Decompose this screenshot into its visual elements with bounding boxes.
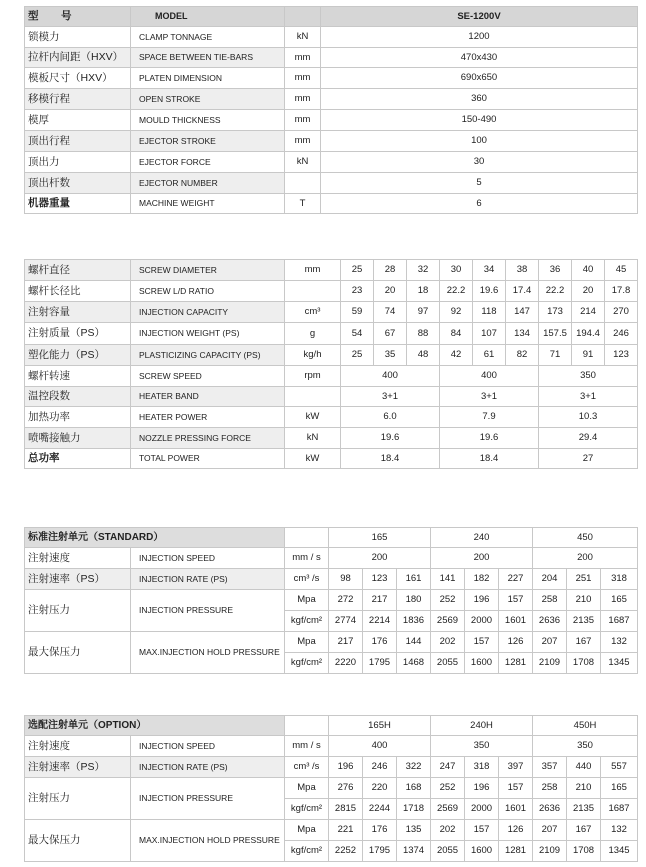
spec-value: 2252 bbox=[329, 841, 363, 862]
spec-row bbox=[25, 194, 638, 214]
spec-unit: cm³ /s bbox=[285, 757, 329, 778]
spec-value: 132 bbox=[601, 820, 638, 841]
spec-row bbox=[25, 302, 638, 323]
spec-value: 1601 bbox=[499, 611, 533, 632]
spec-value: 28 bbox=[374, 260, 407, 281]
spec-label-cn: 锁模力 bbox=[25, 27, 131, 48]
spec-row bbox=[25, 152, 638, 173]
spec-label-en: INJECTION PRESSURE bbox=[131, 590, 285, 632]
spec-value: 45 bbox=[605, 260, 638, 281]
spec-label-cn: 顶出力 bbox=[25, 152, 131, 173]
spec-value: 42 bbox=[440, 345, 473, 366]
spec-value: 322 bbox=[397, 757, 431, 778]
spec-value: 22.2 bbox=[440, 281, 473, 302]
spec-value: 147 bbox=[506, 302, 539, 323]
spec-value: 161 bbox=[397, 569, 431, 590]
spec-label-cn: 注射质量（PS） bbox=[25, 323, 131, 345]
spec-label-en: HEATER BAND bbox=[131, 387, 285, 407]
spec-row bbox=[25, 632, 638, 653]
spec-label-en: CLAMP TONNAGE bbox=[131, 27, 285, 48]
spec-unit: T bbox=[285, 194, 321, 214]
spec-value: 2774 bbox=[329, 611, 363, 632]
spec-value: 690x650 bbox=[321, 68, 638, 89]
spec-value: 18 bbox=[407, 281, 440, 302]
spec-value: 1374 bbox=[397, 841, 431, 862]
spec-value: 210 bbox=[567, 778, 601, 799]
spec-value: 200 bbox=[431, 548, 533, 569]
spec-label-en: MOULD THICKNESS bbox=[131, 110, 285, 131]
spec-label-cn: 注射速率（PS） bbox=[25, 757, 131, 778]
spec-value: 30 bbox=[321, 152, 638, 173]
spec-value: 318 bbox=[601, 569, 638, 590]
spec-value: 1281 bbox=[499, 653, 533, 674]
spec-value: 36 bbox=[539, 260, 572, 281]
spec-label-cn: 加热功率 bbox=[25, 407, 131, 428]
spec-value: 196 bbox=[465, 590, 499, 611]
spec-row bbox=[25, 820, 638, 841]
spec-label-en: EJECTOR NUMBER bbox=[131, 173, 285, 194]
spec-value: 71 bbox=[539, 345, 572, 366]
spec-row bbox=[25, 68, 638, 89]
spec-row bbox=[25, 757, 638, 778]
spec-value: 1718 bbox=[397, 799, 431, 820]
spec-value: 123 bbox=[605, 345, 638, 366]
section-title: 选配注射单元（OPTION） bbox=[25, 716, 285, 736]
spec-label-en: NOZZLE PRESSING FORCE bbox=[131, 428, 285, 449]
spec-unit bbox=[285, 281, 341, 302]
spec-value: 19.6 bbox=[473, 281, 506, 302]
spec-value: 54 bbox=[341, 323, 374, 345]
spec-row bbox=[25, 345, 638, 366]
spec-label-en: EJECTOR FORCE bbox=[131, 152, 285, 173]
spec-row bbox=[25, 428, 638, 449]
spec-row bbox=[25, 48, 638, 68]
spec-value: 210 bbox=[567, 590, 601, 611]
spec-value: 61 bbox=[473, 345, 506, 366]
spec-label-en: MAX.INJECTION HOLD PRESSURE bbox=[131, 632, 285, 674]
spec-value: 1600 bbox=[465, 841, 499, 862]
spec-unit: Mpa bbox=[285, 820, 329, 841]
spec-value: 2109 bbox=[533, 653, 567, 674]
spec-value: 400 bbox=[329, 736, 431, 757]
model-value: SE-1200V bbox=[321, 7, 638, 27]
spec-value: 67 bbox=[374, 323, 407, 345]
spec-value: 3+1 bbox=[539, 387, 638, 407]
spec-value: 88 bbox=[407, 323, 440, 345]
spec-value: 2000 bbox=[465, 799, 499, 820]
spec-value: 17.8 bbox=[605, 281, 638, 302]
unit-size: 165 bbox=[329, 528, 431, 548]
spec-label-cn: 螺杆长径比 bbox=[25, 281, 131, 302]
spec-value: 1600 bbox=[465, 653, 499, 674]
spec-unit: kgf/cm² bbox=[285, 611, 329, 632]
spec-value: 22.2 bbox=[539, 281, 572, 302]
spec-label-en: SCREW L/D RATIO bbox=[131, 281, 285, 302]
spec-row bbox=[25, 173, 638, 194]
spec-label-en: SCREW SPEED bbox=[131, 366, 285, 387]
spec-label-en: TOTAL POWER bbox=[131, 449, 285, 469]
spec-value: 2815 bbox=[329, 799, 363, 820]
spec-value: 35 bbox=[374, 345, 407, 366]
spec-unit: kW bbox=[285, 407, 341, 428]
spec-unit: kN bbox=[285, 428, 341, 449]
spec-value: 25 bbox=[341, 345, 374, 366]
spec-value: 29.4 bbox=[539, 428, 638, 449]
spec-value: 258 bbox=[533, 778, 567, 799]
spec-value: 214 bbox=[572, 302, 605, 323]
spec-row bbox=[25, 260, 638, 281]
spec-value: 40 bbox=[572, 260, 605, 281]
spec-value: 107 bbox=[473, 323, 506, 345]
spec-unit: Mpa bbox=[285, 778, 329, 799]
spec-value: 221 bbox=[329, 820, 363, 841]
spec-value: 84 bbox=[440, 323, 473, 345]
spec-unit: kN bbox=[285, 27, 321, 48]
spec-value: 126 bbox=[499, 820, 533, 841]
spec-value: 126 bbox=[499, 632, 533, 653]
spec-label-en: INJECTION WEIGHT (PS) bbox=[131, 323, 285, 345]
spec-value: 38 bbox=[506, 260, 539, 281]
spec-value: 2000 bbox=[465, 611, 499, 632]
spec-unit: kgf/cm² bbox=[285, 653, 329, 674]
spec-value: 2055 bbox=[431, 841, 465, 862]
spec-value: 5 bbox=[321, 173, 638, 194]
spec-value: 1687 bbox=[601, 799, 638, 820]
spec-value: 7.9 bbox=[440, 407, 539, 428]
spec-value: 10.3 bbox=[539, 407, 638, 428]
spec-value: 168 bbox=[397, 778, 431, 799]
standard-unit-table bbox=[24, 527, 638, 674]
spec-label-cn: 最大保压力 bbox=[25, 632, 131, 674]
spec-unit bbox=[285, 173, 321, 194]
spec-value: 173 bbox=[539, 302, 572, 323]
spec-label-en: SCREW DIAMETER bbox=[131, 260, 285, 281]
spec-label-en: INJECTION CAPACITY bbox=[131, 302, 285, 323]
spec-unit: Mpa bbox=[285, 632, 329, 653]
spec-value: 20 bbox=[374, 281, 407, 302]
spec-label-cn: 顶出杆数 bbox=[25, 173, 131, 194]
spec-value: 350 bbox=[533, 736, 638, 757]
spec-row bbox=[25, 110, 638, 131]
spec-value: 135 bbox=[397, 820, 431, 841]
spec-label-en: HEATER POWER bbox=[131, 407, 285, 428]
spec-value: 1795 bbox=[363, 653, 397, 674]
spec-value: 276 bbox=[329, 778, 363, 799]
spec-value: 1795 bbox=[363, 841, 397, 862]
spec-value: 100 bbox=[321, 131, 638, 152]
spec-unit: kg/h bbox=[285, 345, 341, 366]
spec-value: 32 bbox=[407, 260, 440, 281]
spec-row bbox=[25, 548, 638, 569]
spec-label-en: SPACE BETWEEN TIE-BARS bbox=[131, 48, 285, 68]
spec-row bbox=[25, 736, 638, 757]
spec-unit: Mpa bbox=[285, 590, 329, 611]
unit-size: 240 bbox=[431, 528, 533, 548]
spec-value: 17.4 bbox=[506, 281, 539, 302]
spec-value: 400 bbox=[341, 366, 440, 387]
spec-value: 182 bbox=[465, 569, 499, 590]
spec-value: 82 bbox=[506, 345, 539, 366]
spec-value: 200 bbox=[329, 548, 431, 569]
spec-value: 1836 bbox=[397, 611, 431, 632]
spec-row bbox=[25, 449, 638, 469]
spec-value: 6.0 bbox=[341, 407, 440, 428]
spec-value: 251 bbox=[567, 569, 601, 590]
spec-label-cn: 塑化能力（PS） bbox=[25, 345, 131, 366]
spec-value: 196 bbox=[465, 778, 499, 799]
spec-value: 150-490 bbox=[321, 110, 638, 131]
spec-label-en: PLASTICIZING CAPACITY (PS) bbox=[131, 345, 285, 366]
spec-value: 202 bbox=[431, 820, 465, 841]
spec-row bbox=[25, 407, 638, 428]
spec-value: 19.6 bbox=[341, 428, 440, 449]
section-header-row bbox=[25, 528, 638, 548]
spec-label-en: INJECTION RATE (PS) bbox=[131, 757, 285, 778]
spec-value: 258 bbox=[533, 590, 567, 611]
spec-value: 200 bbox=[533, 548, 638, 569]
spec-label-en: INJECTION SPEED bbox=[131, 548, 285, 569]
spec-unit: kgf/cm² bbox=[285, 799, 329, 820]
option-unit-table bbox=[24, 715, 638, 862]
spec-value: 194.4 bbox=[572, 323, 605, 345]
spec-row bbox=[25, 590, 638, 611]
spec-value: 2214 bbox=[363, 611, 397, 632]
spec-row bbox=[25, 569, 638, 590]
spec-value: 48 bbox=[407, 345, 440, 366]
spec-value: 252 bbox=[431, 778, 465, 799]
spec-label-cn: 注射压力 bbox=[25, 590, 131, 632]
spec-value: 23 bbox=[341, 281, 374, 302]
spec-value: 1468 bbox=[397, 653, 431, 674]
spec-value: 2135 bbox=[567, 799, 601, 820]
spec-value: 157 bbox=[499, 590, 533, 611]
spec-unit: g bbox=[285, 323, 341, 345]
spec-unit: kgf/cm² bbox=[285, 841, 329, 862]
spec-value: 165 bbox=[601, 590, 638, 611]
spec-value: 165 bbox=[601, 778, 638, 799]
spec-value: 2569 bbox=[431, 611, 465, 632]
spec-value: 360 bbox=[321, 89, 638, 110]
spec-unit: kW bbox=[285, 449, 341, 469]
spec-value: 2244 bbox=[363, 799, 397, 820]
spec-label-en: EJECTOR STROKE bbox=[131, 131, 285, 152]
spec-value: 3+1 bbox=[341, 387, 440, 407]
spec-unit: rpm bbox=[285, 366, 341, 387]
spec-value: 132 bbox=[601, 632, 638, 653]
spec-unit: mm bbox=[285, 68, 321, 89]
spec-value: 2135 bbox=[567, 611, 601, 632]
spec-value: 350 bbox=[539, 366, 638, 387]
spec-row bbox=[25, 366, 638, 387]
spec-value: 144 bbox=[397, 632, 431, 653]
spec-label-en: MAX.INJECTION HOLD PRESSURE bbox=[131, 820, 285, 862]
spec-value: 247 bbox=[431, 757, 465, 778]
spec-unit: mm bbox=[285, 131, 321, 152]
spec-value: 227 bbox=[499, 569, 533, 590]
spec-value: 176 bbox=[363, 820, 397, 841]
spec-value: 1708 bbox=[567, 841, 601, 862]
spec-value: 557 bbox=[601, 757, 638, 778]
spec-row bbox=[25, 387, 638, 407]
spec-value: 207 bbox=[533, 820, 567, 841]
spec-label-cn: 移模行程 bbox=[25, 89, 131, 110]
spec-value: 1345 bbox=[601, 653, 638, 674]
spec-value: 157.5 bbox=[539, 323, 572, 345]
spec-label-cn: 机器重量 bbox=[25, 194, 131, 214]
spec-row bbox=[25, 323, 638, 345]
spec-value: 196 bbox=[329, 757, 363, 778]
spec-value: 220 bbox=[363, 778, 397, 799]
spec-label-en: INJECTION SPEED bbox=[131, 736, 285, 757]
spec-value: 167 bbox=[567, 820, 601, 841]
spec-value: 246 bbox=[363, 757, 397, 778]
unit-size: 165H bbox=[329, 716, 431, 736]
model-label-cn: 型 号 bbox=[25, 7, 131, 27]
spec-row bbox=[25, 27, 638, 48]
spec-label-cn: 螺杆直径 bbox=[25, 260, 131, 281]
spec-label-cn: 注射速度 bbox=[25, 548, 131, 569]
spec-value: 34 bbox=[473, 260, 506, 281]
spec-value: 59 bbox=[341, 302, 374, 323]
spec-label-cn: 注射容量 bbox=[25, 302, 131, 323]
spec-label-cn: 注射压力 bbox=[25, 778, 131, 820]
injection-spec-table bbox=[24, 259, 638, 469]
spec-value: 2569 bbox=[431, 799, 465, 820]
general-spec-table bbox=[24, 6, 638, 214]
spec-value: 470x430 bbox=[321, 48, 638, 68]
spec-value: 97 bbox=[407, 302, 440, 323]
spec-value: 207 bbox=[533, 632, 567, 653]
spec-value: 157 bbox=[465, 632, 499, 653]
spec-value: 350 bbox=[431, 736, 533, 757]
spec-value: 252 bbox=[431, 590, 465, 611]
spec-unit: mm bbox=[285, 89, 321, 110]
spec-value: 1345 bbox=[601, 841, 638, 862]
spec-value: 19.6 bbox=[440, 428, 539, 449]
spec-value: 180 bbox=[397, 590, 431, 611]
spec-value: 92 bbox=[440, 302, 473, 323]
spec-label-en: INJECTION PRESSURE bbox=[131, 778, 285, 820]
spec-value: 2636 bbox=[533, 799, 567, 820]
spec-label-en: INJECTION RATE (PS) bbox=[131, 569, 285, 590]
unit-size: 450H bbox=[533, 716, 638, 736]
spec-label-cn: 顶出行程 bbox=[25, 131, 131, 152]
spec-label-cn: 喷嘴接触力 bbox=[25, 428, 131, 449]
spec-value: 217 bbox=[329, 632, 363, 653]
spec-value: 270 bbox=[605, 302, 638, 323]
spec-value: 2055 bbox=[431, 653, 465, 674]
spec-value: 118 bbox=[473, 302, 506, 323]
spec-label-cn: 最大保压力 bbox=[25, 820, 131, 862]
spec-value: 1708 bbox=[567, 653, 601, 674]
spec-value: 246 bbox=[605, 323, 638, 345]
spec-value: 18.4 bbox=[440, 449, 539, 469]
spec-value: 1281 bbox=[499, 841, 533, 862]
spec-unit: cm³ bbox=[285, 302, 341, 323]
spec-label-cn: 螺杆转速 bbox=[25, 366, 131, 387]
spec-unit: mm bbox=[285, 110, 321, 131]
spec-row bbox=[25, 281, 638, 302]
spec-label-cn: 总功率 bbox=[25, 449, 131, 469]
spec-row bbox=[25, 89, 638, 110]
spec-value: 167 bbox=[567, 632, 601, 653]
spec-value: 440 bbox=[567, 757, 601, 778]
spec-label-cn: 模厚 bbox=[25, 110, 131, 131]
spec-value: 30 bbox=[440, 260, 473, 281]
spec-value: 397 bbox=[499, 757, 533, 778]
spec-value: 176 bbox=[363, 632, 397, 653]
section-title: 标准注射单元（STANDARD） bbox=[25, 528, 285, 548]
spec-value: 6 bbox=[321, 194, 638, 214]
spec-label-cn: 模板尺寸（HXV） bbox=[25, 68, 131, 89]
spec-label-cn: 拉杆内间距（HXV） bbox=[25, 48, 131, 68]
spec-row bbox=[25, 131, 638, 152]
unit-size: 240H bbox=[431, 716, 533, 736]
spec-unit bbox=[285, 387, 341, 407]
spec-row bbox=[25, 778, 638, 799]
spec-value: 1687 bbox=[601, 611, 638, 632]
unit-size: 450 bbox=[533, 528, 638, 548]
spec-value: 20 bbox=[572, 281, 605, 302]
spec-value: 204 bbox=[533, 569, 567, 590]
spec-value: 400 bbox=[440, 366, 539, 387]
section-header-row bbox=[25, 716, 638, 736]
spec-value: 217 bbox=[363, 590, 397, 611]
spec-value: 25 bbox=[341, 260, 374, 281]
spec-value: 18.4 bbox=[341, 449, 440, 469]
spec-value: 74 bbox=[374, 302, 407, 323]
spec-value: 157 bbox=[465, 820, 499, 841]
spec-unit: mm bbox=[285, 260, 341, 281]
spec-unit: cm³ /s bbox=[285, 569, 329, 590]
spec-value: 2636 bbox=[533, 611, 567, 632]
spec-value: 357 bbox=[533, 757, 567, 778]
spec-value: 3+1 bbox=[440, 387, 539, 407]
spec-value: 318 bbox=[465, 757, 499, 778]
spec-value: 141 bbox=[431, 569, 465, 590]
spec-unit: mm bbox=[285, 48, 321, 68]
model-header-row bbox=[25, 7, 638, 27]
spec-value: 1200 bbox=[321, 27, 638, 48]
spec-unit: kN bbox=[285, 152, 321, 173]
spec-value: 91 bbox=[572, 345, 605, 366]
spec-value: 157 bbox=[499, 778, 533, 799]
spec-label-en: MACHINE WEIGHT bbox=[131, 194, 285, 214]
spec-value: 123 bbox=[363, 569, 397, 590]
spec-unit: mm / s bbox=[285, 548, 329, 569]
spec-value: 98 bbox=[329, 569, 363, 590]
spec-label-en: PLATEN DIMENSION bbox=[131, 68, 285, 89]
spec-unit: mm / s bbox=[285, 736, 329, 757]
spec-value: 2109 bbox=[533, 841, 567, 862]
spec-label-cn: 注射速度 bbox=[25, 736, 131, 757]
spec-value: 272 bbox=[329, 590, 363, 611]
spec-value: 2220 bbox=[329, 653, 363, 674]
spec-label-cn: 注射速率（PS） bbox=[25, 569, 131, 590]
spec-value: 1601 bbox=[499, 799, 533, 820]
model-label-en: MODEL bbox=[131, 7, 285, 27]
spec-label-cn: 温控段数 bbox=[25, 387, 131, 407]
spec-value: 134 bbox=[506, 323, 539, 345]
spec-value: 27 bbox=[539, 449, 638, 469]
spec-label-en: OPEN STROKE bbox=[131, 89, 285, 110]
spec-value: 202 bbox=[431, 632, 465, 653]
